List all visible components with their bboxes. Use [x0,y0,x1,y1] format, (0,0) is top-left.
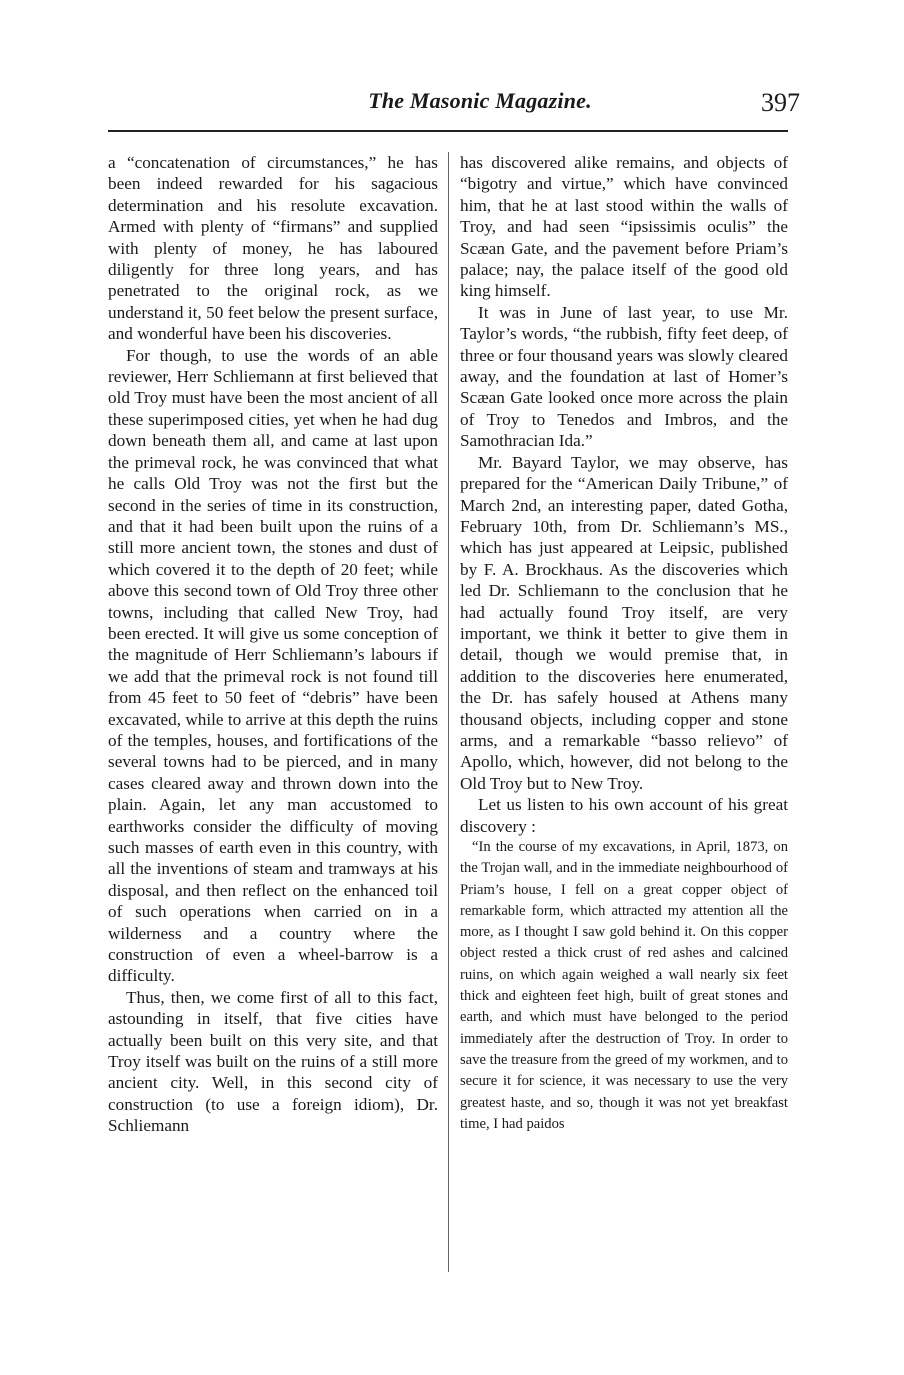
page-number: 397 [761,88,800,117]
quoted-account: “In the course of my excavations, in April, 1873, on the Trojan wall, and in the immediate neighbourhood of Priam’s house, I fell on a great copper object of remarkable form, which attracted my attention all the more, as I thought I saw gold behind it. On this copper object rested a thick crust of red ashes and calcined ruins, on which again weighed a wall nearly six feet thick and eighteen feet high, built of great stones and earth, and which must have belonged to the period immediately after the destruction of Troy. In order to save the treasure from the greed of my workmen, and to secure it for science, it was necessary to use the very greatest haste, and so, though it was not yet breakfast time, I had paidos [460,839,788,1132]
right-paragraph-3: Mr. Bayard Taylor, we may observe, has prepared for the “American Daily Tribune,” of March 2nd, an interesting paper, dated Gotha, February 10th, from Dr. Schliemann’s MS., which has just appeared at Leipsic, published by F. A. Brockhaus. As the discoveries which led Dr. Schliemann to the conclusion that he had actually found Troy itself, are very important, we think it better to give them in detail, though we would premise that, in addition to the discoveries here enumerated, the Dr. has safely housed at Athens many thousand objects, including copper and stone arms, and a remarkable “basso relievo” of Apollo, which, however, did not belong to the Old Troy but to New Troy. [460,452,788,793]
right-paragraph-2: It was in June of last year, to use Mr. Taylor’s words, “the rubbish, fifty feet deep, of three or four thousand years was slowly cleared away, and the foundation at last of Homer’s Scæan Gate looked once more across the plain of Troy to Tenedos and Imbros, and the Samothracian Ida.” [460,302,788,451]
left-column [108,152,438,1137]
left-paragraph-1: a “concatenation of circumstances,” he has been indeed rewarded for his sagacious determination and his resolute excavation. Armed with plenty of “firmans” and supplied with plenty of money, he has laboured diligently for three long years, and has penetrated to the original rock, as we understand it, 50 feet below the present surface, and wonderful have been his discoveries. [108,153,438,344]
running-title: The Masonic Magazine. [368,88,592,113]
column-divider [448,152,449,1272]
right-paragraph-4: Let us listen to his own account of his great discovery : [460,795,788,836]
right-paragraph-1: has discovered alike remains, and objects of “bigotry and virtue,” which have convinced him, that he at last stood within the walls of Troy, and had seen “ipsissimis oculis” the Scæan Gate, and the pavement before Priam’s palace; nay, the palace itself of the good old king himself. [460,153,788,301]
left-paragraph-3: Thus, then, we come first of all to this fact, astounding in itself, that five cities have actually been built on this very site, and that Troy itself was built on the ruins of a still more ancient city. Well, in this second city of construction (to use a foreign idiom), Dr. Schliemann [108,987,438,1136]
header-rule [108,130,788,132]
left-paragraph-2: For though, to use the words of an able reviewer, Herr Schliemann at first believed that old Troy must have been the most ancient of all these superimposed cities, yet when he had dug down beneath them all, and came at last upon the primeval rock, he was convinced that what he calls Old Troy was not the first but the second in the series of time in its construction, and that it had been built upon the ruins of a still more ancient town, the stones and dust of which covered it to the depth of 20 feet; while above this second town of Old Troy three other towns, including that called New Troy, had been erected. It will give us some conception of the magnitude of Herr Schliemann’s labours if we add that the primeval rock is not found till from 45 feet to 50 feet of “debris” have been excavated, while to arrive at this depth the ruins of the temples, houses, and fortifications of the several towns had to be pierced, and in many cases cleared away and thrown down into the plain. Again, let any man accustomed to earthworks consider the difficulty of moving such masses of earth even in this country, with all the inventions of steam and tramways at his disposal, and then reflect on the enhanced toil of such operations when carried on in a wilderness and a country where the construction of even a wheel-barrow is a difficulty. [108,345,438,986]
right-column [460,152,788,1135]
